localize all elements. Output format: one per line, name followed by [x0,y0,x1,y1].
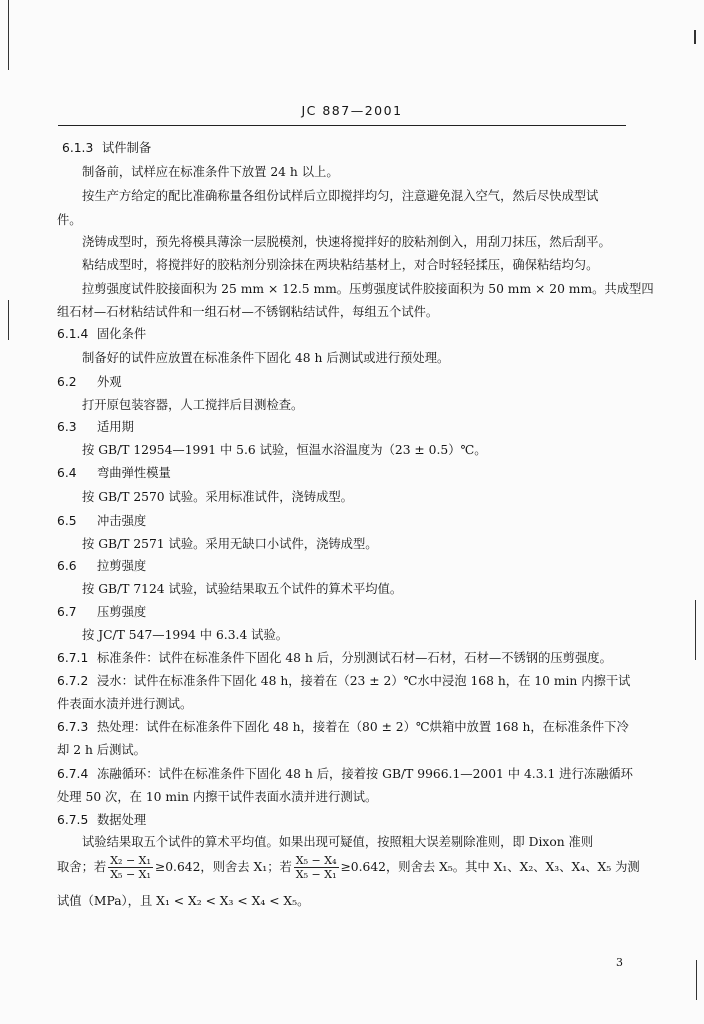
paragraph-continuation: 件。 [57,213,82,227]
section-title: 弯曲弹性模量 [97,466,171,480]
paragraph: 打开原包装容器，人工搅拌后目测检查。 [82,398,304,412]
section-6-7-5 [57,812,146,828]
section-title: 压剪强度 [97,605,147,619]
paragraph-continuation: 试值（MPa），且 X₁ < X₂ < X₃ < X₄ < X₅。 [57,894,310,908]
fraction-numerator: X₂ − X₁ [110,854,151,867]
formula-text: ≥0.642，则舍去 X₅。其中 X₁、X₂、X₃、X₄、X₅ 为测 [340,860,640,874]
fraction-numerator: X₅ − X₄ [295,854,337,867]
paragraph-continuation: 件表面水渍并进行测试。 [57,697,193,711]
section-6-5 [57,513,146,529]
paragraph: 按 GB/T 12954—1991 中 5.6 试验，恒温水浴温度为（23 ± 0.5）℃。 [82,443,487,457]
page-header: JC 887—2001 [301,103,403,118]
scan-edge-mark [695,600,696,660]
section-number: 6.7.3 [57,720,89,734]
formula-text: 取舍；若 [57,860,107,874]
paragraph: 按 GB/T 7124 试验，试验结果取五个试件的算术平均值。 [82,582,403,596]
section-title: 固化条件 [97,327,147,341]
paragraph: 按生产方给定的配比准确称量各组份试样后立即搅拌均匀，注意避免混入空气，然后尽快成型试 [82,189,599,203]
section-6-1-4 [57,326,146,342]
paragraph: 制备前，试样应在标准条件下放置 24 h 以上。 [82,165,339,179]
section-6-7-3 [57,719,629,735]
scan-edge-mark [696,960,697,1000]
section-number: 6.7 [57,605,77,619]
section-number: 6.7.2 [57,674,89,688]
page-number: 3 [616,956,623,969]
scan-edge-mark [8,300,9,340]
section-number: 6.3 [57,420,77,434]
paragraph: 拉剪强度试件胶接面积为 25 mm × 12.5 mm。压剪强度试件胶接面积为 50 mm × 20 mm。共成型四 [82,282,654,296]
paragraph: 按 GB/T 2570 试验。采用标准试件，浇铸成型。 [82,490,353,504]
section-title: 数据处理 [97,813,147,827]
header-rule [58,125,626,126]
section-6-6 [57,558,146,574]
section-6-4 [57,465,171,481]
section-6-7-4 [57,766,633,782]
section-title: 外观 [97,375,122,389]
section-number: 6.7.4 [57,767,89,781]
section-6-7 [57,604,146,620]
paragraph: 粘结成型时，将搅拌好的胶粘剂分别涂抹在两块粘结基材上，对合时轻轻揉压，确保粘结均匀。 [82,258,599,272]
scan-edge-mark [694,30,696,44]
section-number: 6.7.5 [57,813,89,827]
section-6-7-2 [57,673,630,689]
paragraph-continuation: 处理 50 次，在 10 min 内擦干试件表面水渍并进行测试。 [57,790,378,804]
dixon-formula [57,853,640,881]
fraction-2 [294,854,339,881]
section-6-1-3 [62,140,151,156]
section-text: 冻融循环：试件在标准条件下固化 48 h 后，接着按 GB/T 9966.1—2001 中 4.3.1 进行冻融循环 [97,767,633,781]
section-number: 6.6 [57,559,77,573]
section-number: 6.2 [57,375,77,389]
fraction-1 [108,854,153,881]
fraction-denominator: X₅ − X₁ [110,868,151,881]
formula-text: ≥0.642，则舍去 X₁；若 [154,860,292,874]
section-number: 6.5 [57,514,77,528]
section-6-3 [57,419,134,435]
section-6-2 [57,374,122,390]
section-number: 6.1.3 [62,141,94,155]
section-title: 适用期 [97,420,134,434]
section-title: 试件制备 [102,141,152,155]
section-title: 拉剪强度 [97,559,147,573]
section-text: 标准条件：试件在标准条件下固化 48 h 后，分别测试石材—石材，石材—不锈钢的压剪强度。 [97,651,612,665]
paragraph-continuation: 组石材—石材粘结试件和一组石材—不锈钢粘结试件，每组五个试件。 [57,305,439,319]
fraction-denominator: X₅ − X₁ [295,868,337,881]
section-number: 6.4 [57,466,77,480]
section-text: 浸水：试件在标准条件下固化 48 h，接着在（23 ± 2）℃水中浸泡 168 h，在 10 min 内擦干试 [97,674,631,688]
paragraph: 制备好的试件应放置在标准条件下固化 48 h 后测试或进行预处理。 [82,351,450,365]
paragraph: 试验结果取五个试件的算术平均值。如果出现可疑值，按照粗大误差剔除准则，即 Dixon 准则 [82,835,594,849]
section-title: 冲击强度 [97,514,147,528]
paragraph: 按 JC/T 547—1994 中 6.3.4 试验。 [82,628,289,642]
paragraph: 浇铸成型时，预先将模具薄涂一层脱模剂，快速将搅拌好的胶粘剂倒入，用刮刀抹压，然后刮平。 [82,235,611,249]
paragraph: 按 GB/T 2571 试验。采用无缺口小试件，浇铸成型。 [82,537,378,551]
section-6-7-1 [57,650,612,666]
section-text: 热处理：试件在标准条件下固化 48 h，接着在（80 ± 2）℃烘箱中放置 168 h，在标准条件下冷 [97,720,629,734]
section-number: 6.7.1 [57,651,89,665]
section-number: 6.1.4 [57,327,89,341]
scan-edge-mark [8,0,9,70]
paragraph-continuation: 却 2 h 后测试。 [57,743,146,757]
